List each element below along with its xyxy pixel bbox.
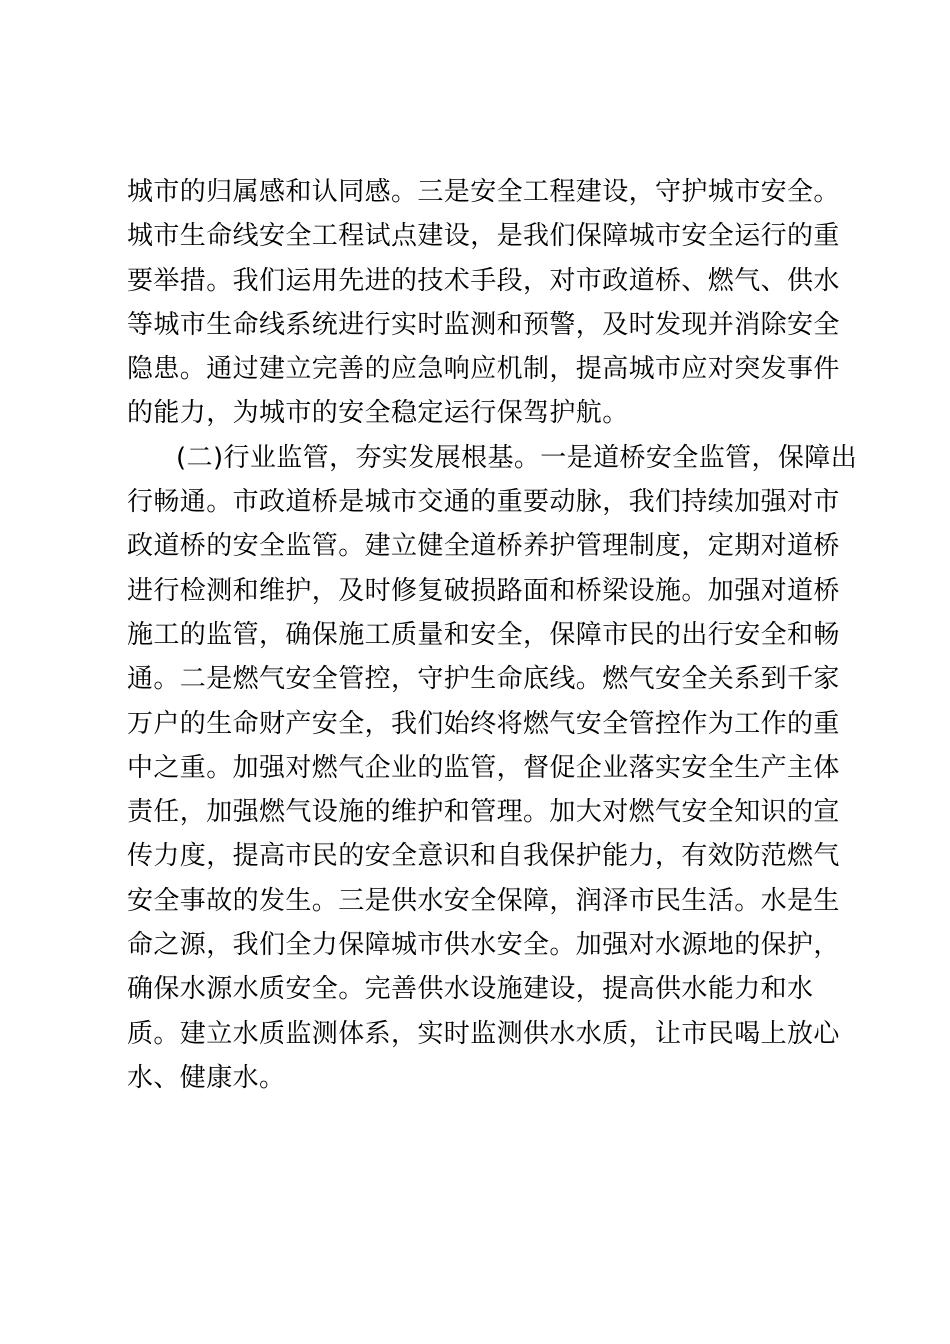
- text-line: 城市生命线安全工程试点建设，是我们保障城市安全运行的重: [127, 221, 840, 252]
- text-line: 万户的生命财产安全，我们始终将燃气安全管控作为工作的重: [127, 708, 840, 739]
- text-line: 通。二是燃气安全管控，守护生命底线。燃气安全关系到千家: [127, 664, 840, 695]
- text-line: 传力度，提高市民的安全意识和自我保护能力，有效防范燃气: [127, 841, 840, 872]
- text-line: 城市的归属感和认同感。三是安全工程建设，守护城市安全。: [127, 177, 840, 207]
- text-line: 要举措。我们运用先进的技术手段，对市政道桥、燃气、供水: [127, 265, 840, 296]
- text-line: 质。建立水质监测体系，实时监测供水水质，让市民喝上放心: [127, 1018, 840, 1049]
- text-line: 水、健康水。: [127, 1062, 286, 1093]
- text-line: 等城市生命线系统进行实时监测和预警，及时发现并消除安全: [127, 309, 840, 340]
- text-line: 行畅通。市政道桥是城市交通的重要动脉，我们持续加强对市: [127, 487, 840, 518]
- text-line: 隐患。通过建立完善的应急响应机制，提高城市应对突发事件: [127, 354, 840, 385]
- text-line: 安全事故的发生。三是供水安全保障，润泽市民生活。水是生: [127, 885, 840, 916]
- text-line: 责任，加强燃气设施的维护和管理。加大对燃气安全知识的宣: [127, 797, 840, 828]
- text-line: 中之重。加强对燃气企业的监管，督促企业落实安全生产主体: [127, 752, 840, 783]
- paragraph-first-line: (二)行业监管，夯实发展根基。一是道桥安全监管，保障出: [176, 442, 858, 473]
- text-line: 进行检测和维护，及时修复破损路面和桥梁设施。加强对道桥: [127, 575, 840, 606]
- text-line: 施工的监管，确保施工质量和安全，保障市民的出行安全和畅: [127, 619, 840, 650]
- document-body: [127, 170, 858, 1100]
- text-line: 的能力，为城市的安全稳定运行保驾护航。: [127, 398, 629, 429]
- text-line: 命之源，我们全力保障城市供水安全。加强对水源地的保护，: [127, 930, 840, 961]
- text-line: 政道桥的安全监管。建立健全道桥养护管理制度，定期对道桥: [127, 531, 840, 562]
- text-line: 确保水源水质安全。完善供水设施建设，提高供水能力和水: [127, 974, 814, 1005]
